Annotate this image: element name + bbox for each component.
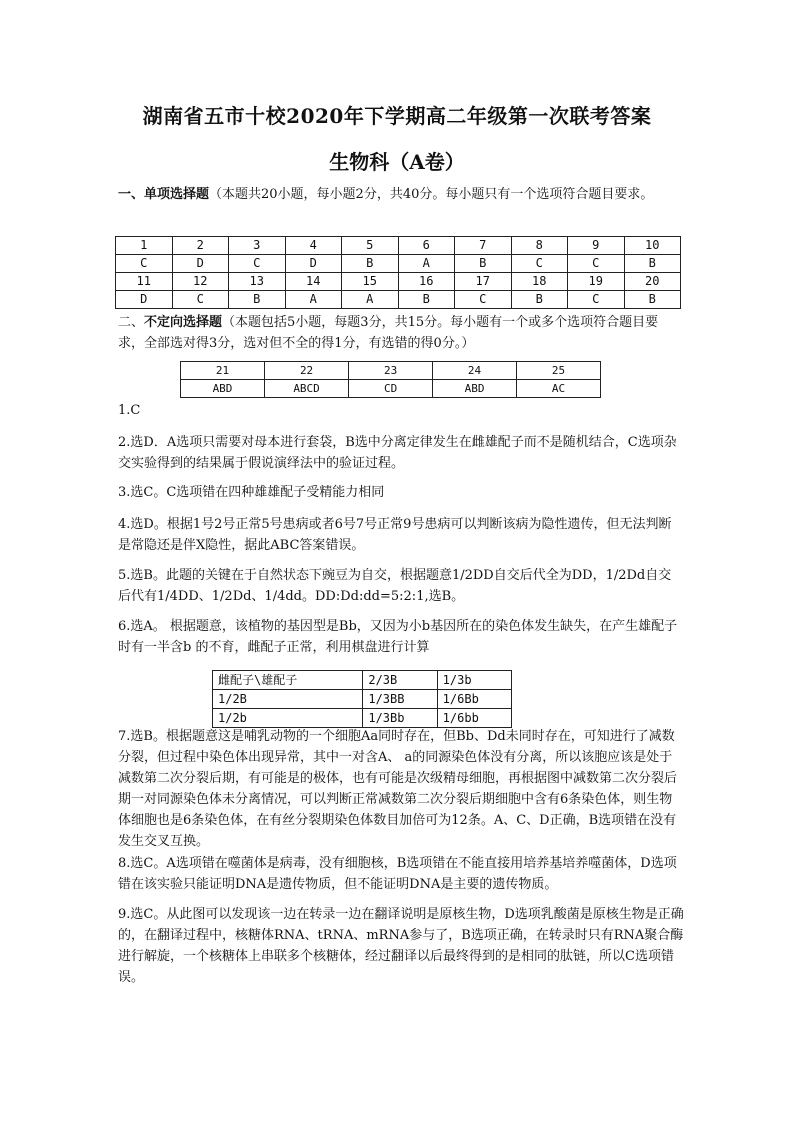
table-cell: B: [455, 255, 512, 273]
table-cell: 1/2b: [213, 709, 363, 728]
table-cell: 9: [568, 237, 625, 255]
table-cell: 12: [172, 273, 229, 291]
table-cell: C: [172, 291, 229, 309]
table-cell: 6: [398, 237, 455, 255]
punnett-row: [213, 709, 512, 728]
table-cell: 18: [511, 273, 568, 291]
table-cell: 雌配子\雄配子: [213, 671, 363, 690]
section2-heading: 不定向选择题: [144, 315, 223, 330]
table-cell: C: [116, 255, 173, 273]
table-cell: CD: [349, 380, 433, 398]
table-cell: C: [568, 291, 625, 309]
table-cell: 15: [342, 273, 399, 291]
table-cell: C: [229, 255, 286, 273]
table-cell: 25: [517, 362, 601, 380]
table-cell: 14: [285, 273, 342, 291]
answer-table-row: [181, 380, 601, 398]
table-cell: 2: [172, 237, 229, 255]
answer-1: 1.C: [118, 403, 141, 418]
answer-6: 6.选A。 根据题意，该植物的基因型是Bb，又因为小b基因所在的染色体发生缺失，在产生雄配子时有一半含b 的不育，雌配子正常，利用棋盘进行计算: [118, 619, 678, 655]
table-cell: 23: [349, 362, 433, 380]
table-cell: B: [398, 291, 455, 309]
page-title: 湖南省五市十校2020年下学期高二年级第一次联考答案: [142, 104, 652, 128]
table-cell: A: [342, 291, 399, 309]
punnett-row: [213, 671, 512, 690]
table-cell: 20: [624, 273, 681, 291]
section1-intro: [118, 184, 684, 205]
section2-intro: [118, 312, 684, 354]
table-cell: AC: [517, 380, 601, 398]
single-choice-answer-table: [115, 236, 681, 309]
section1-heading: 一、单项选择题: [118, 187, 210, 202]
table-cell: 5: [342, 237, 399, 255]
table-cell: D: [285, 255, 342, 273]
table-cell: C: [511, 255, 568, 273]
table-cell: 21: [181, 362, 265, 380]
answer-9: 9.选C。从此图可以发现该一边在转录一边在翻译说明是原核生物，D选项乳酸菌是原核生物是正确的，在翻译过程中，核糖体RNA、tRNA、mRNA参与了，B选项正确，在转录时只有RNA聚合酶进行解旋，一个核糖体上串联多个核糖体，经过翻译以后最终得到的是相同的肽链，所以C选项错误。: [118, 907, 684, 985]
table-cell: 1/2B: [213, 690, 363, 709]
table-cell: A: [285, 291, 342, 309]
table-cell: 22: [265, 362, 349, 380]
page-subtitle: 生物科（A卷）: [329, 150, 465, 174]
punnett-row: [213, 690, 512, 709]
section2-prefix: 二、: [118, 315, 145, 330]
table-cell: 24: [433, 362, 517, 380]
table-cell: ABD: [433, 380, 517, 398]
answer-table-row: [181, 362, 601, 380]
table-cell: 3: [229, 237, 286, 255]
table-cell: B: [342, 255, 399, 273]
table-cell: B: [511, 291, 568, 309]
table-cell: 2/3B: [363, 671, 437, 690]
table-cell: 1: [116, 237, 173, 255]
table-cell: ABD: [181, 380, 265, 398]
table-cell: 11: [116, 273, 173, 291]
section1-desc: （本题共20小题，每小题2分，共40分。每小题只有一个选项符合题目要求。: [209, 187, 654, 202]
table-cell: 1/3b: [437, 671, 511, 690]
answer-4: 4.选D。根据1号2号正常5号患病或者6号7号正常9号患病可以判断该病为隐性遗传，但无法判断是常隐还是伴X隐性，据此ABC答案错误。: [118, 517, 672, 553]
table-cell: B: [229, 291, 286, 309]
table-cell: C: [568, 255, 625, 273]
multi-choice-answer-table: [180, 361, 601, 398]
table-cell: B: [624, 291, 681, 309]
punnett-square-table: [212, 670, 512, 728]
table-cell: 1/3Bb: [363, 709, 437, 728]
answer-table-row: [116, 291, 681, 309]
answer-5: 5.选B。此题的关键在于自然状态下豌豆为自交，根据题意1/2DD自交后代全为DD，1/2Dd自交后代有1/4DD、1/2Dd、1/4dd。DD:Dd:dd=5:2:1,选B。: [118, 568, 672, 604]
table-cell: D: [116, 291, 173, 309]
answer-2: 2.选D．A选项只需要对母本进行套袋，B选中分离定律发生在雌雄配子而不是随机结合，C选项杂交实验得到的结果属于假说演绎法中的验证过程。: [118, 435, 677, 471]
answer-table-row: [116, 237, 681, 255]
table-cell: 4: [285, 237, 342, 255]
table-cell: 1/6bb: [437, 709, 511, 728]
answer-8: 8.选C。A选项错在噬菌体是病毒，没有细胞核，B选项错在不能直接用培养基培养噬菌体，D选项错在该实验只能证明DNA是遗传物质，但不能证明DNA是主要的遗传物质。: [118, 856, 677, 892]
table-cell: 17: [455, 273, 512, 291]
table-cell: ABCD: [265, 380, 349, 398]
table-cell: 1/3BB: [363, 690, 437, 709]
answer-table-row: [116, 255, 681, 273]
table-cell: A: [398, 255, 455, 273]
table-cell: D: [172, 255, 229, 273]
table-cell: 7: [455, 237, 512, 255]
table-cell: 1/6Bb: [437, 690, 511, 709]
table-cell: C: [455, 291, 512, 309]
answer-3: 3.选C。C选项错在四种雄雄配子受精能力相同: [118, 485, 385, 500]
table-cell: 8: [511, 237, 568, 255]
section2-desc: （本题包括5小题，每题3分，共15分。每小题有一个或多个选项符合题目要求，全部选对得3分，选对但不全的得1分，有选错的得0分。）: [118, 315, 659, 351]
table-cell: 16: [398, 273, 455, 291]
table-cell: 10: [624, 237, 681, 255]
answer-table-row: [116, 273, 681, 291]
table-cell: B: [624, 255, 681, 273]
table-cell: 13: [229, 273, 286, 291]
answer-7: 7.选B。根据题意这是哺乳动物的一个细胞Aa同时存在，但Bb、Dd未同时存在，可知进行了减数分裂，但过程中染色体出现异常，其中一对含A、 a的同源染色体没有分离，所以该胞应该是处于减数第二次分裂后期，有可能是的极体，也有可能是次级精母细胞，再根据图中减数第二次分裂后期一对同源染色体未分离情况，可以判断正常减数第二次分裂后期细胞中含有6条染色体，则生物体细胞也是6条染色体，在有丝分裂期染色体数目加倍可为12条。A、C、D正确，B选项错在没有发生交叉互换。: [118, 729, 678, 849]
table-cell: 19: [568, 273, 625, 291]
